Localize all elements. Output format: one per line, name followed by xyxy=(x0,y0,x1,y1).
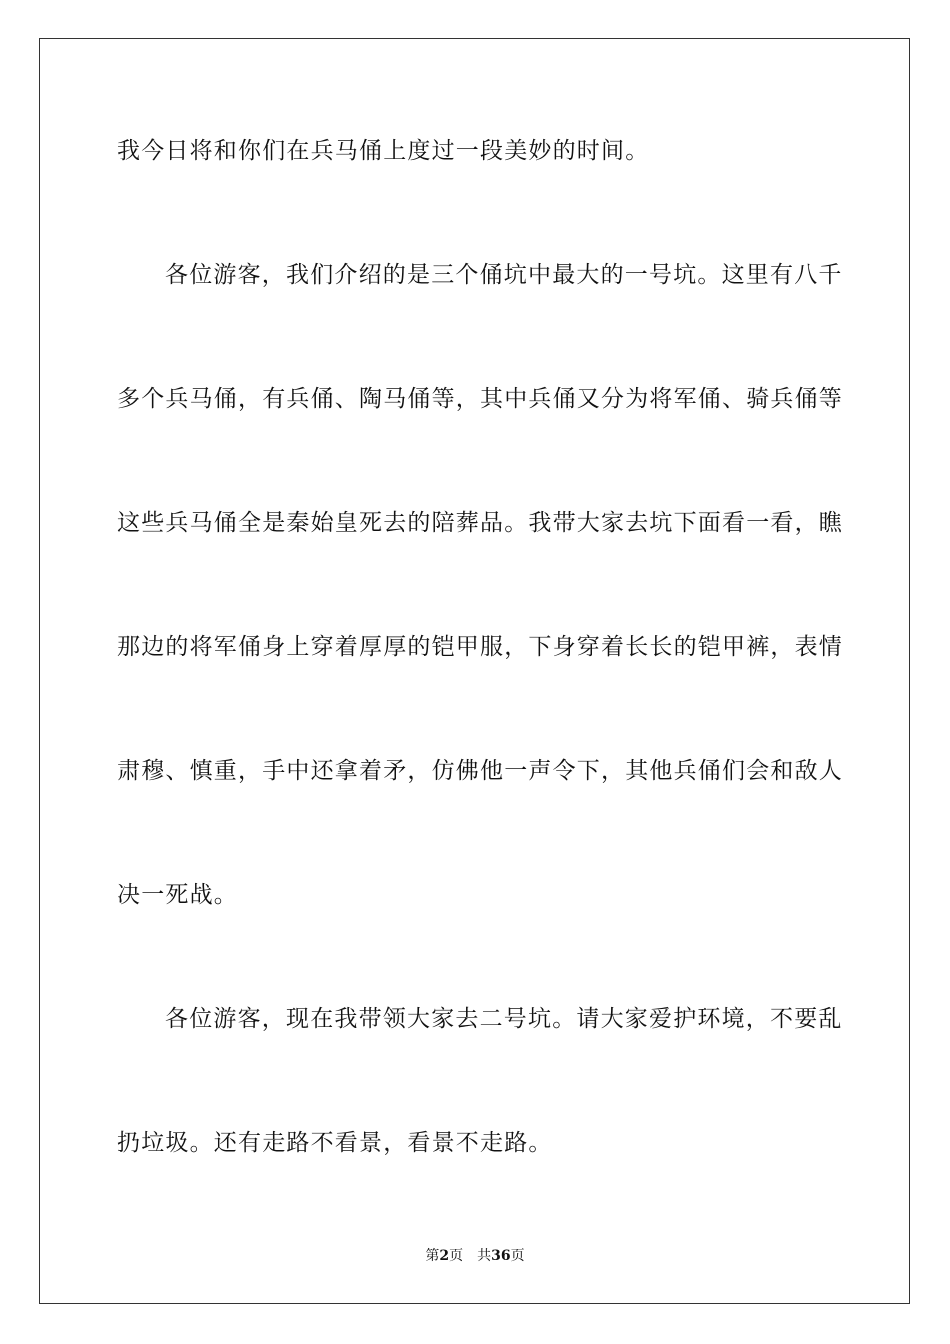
page-number: 2 xyxy=(439,1248,450,1264)
text-line-1: 我今日将和你们在兵马俑上度过一段美妙的时间。 xyxy=(117,138,650,164)
text-line-3: 多个兵马俑，有兵俑、陶马俑等，其中兵俑又分为将军俑、骑兵俑等 xyxy=(117,386,843,412)
text-line-5: 那边的将军俑身上穿着厚厚的铠甲服，下身穿着长长的铠甲裤，表情 xyxy=(117,634,843,660)
text-line-4: 这些兵马俑全是秦始皇死去的陪葬品。我带大家去坑下面看一看，瞧 xyxy=(117,510,843,536)
text-line-7: 决一死战。 xyxy=(117,882,238,908)
text-line-8: 各位游客，现在我带领大家去二号坑。请大家爱护环境，不要乱 xyxy=(165,1006,843,1032)
text-line-9: 扔垃圾。还有走路不看景，看景不走路。 xyxy=(117,1130,553,1156)
text-line-2: 各位游客，我们介绍的是三个俑坑中最大的一号坑。这里有八千 xyxy=(165,262,843,288)
page-footer xyxy=(0,1246,950,1266)
page-suffix: 页 xyxy=(449,1248,464,1264)
text-line-6: 肃穆、慎重，手中还拿着矛，仿佛他一声令下，其他兵俑们会和敌人 xyxy=(117,758,843,784)
page-border xyxy=(39,38,910,1304)
total-suffix: 页 xyxy=(510,1248,525,1264)
page-prefix: 第 xyxy=(425,1248,440,1264)
total-prefix: 共 xyxy=(477,1248,492,1264)
total-pages: 36 xyxy=(491,1248,511,1264)
